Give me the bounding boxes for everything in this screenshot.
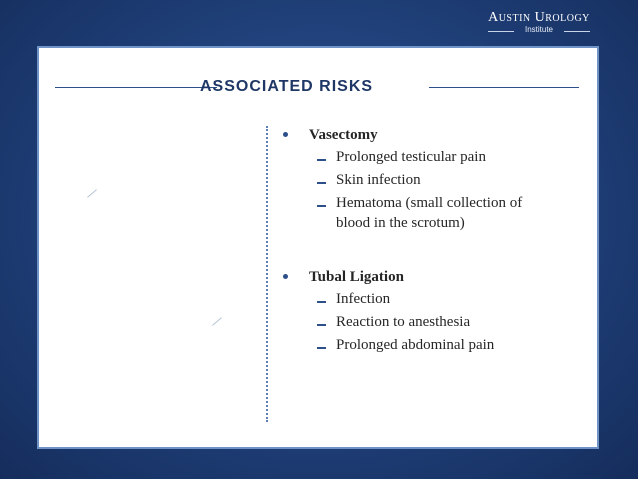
logo-subtitle: Institute bbox=[524, 25, 553, 34]
title-rule-right bbox=[429, 87, 579, 88]
dash-bullet bbox=[317, 301, 326, 303]
slide-content-panel bbox=[37, 46, 599, 449]
decorative-stroke bbox=[87, 189, 97, 197]
risk-list bbox=[285, 147, 551, 233]
section-label: Tubal Ligation bbox=[309, 269, 404, 285]
dash-bullet bbox=[317, 182, 326, 184]
risk-section-vasectomy bbox=[285, 126, 551, 233]
list-item-text: Prolonged abdominal pain bbox=[336, 337, 495, 353]
dotted-divider bbox=[266, 126, 268, 422]
list-item bbox=[285, 312, 551, 332]
list-item-text: Infection bbox=[336, 291, 391, 307]
dash-bullet bbox=[317, 205, 326, 207]
dash-bullet bbox=[317, 159, 326, 161]
risk-section-tubal-ligation bbox=[285, 268, 551, 355]
list-item-text: Prolonged testicular pain bbox=[336, 149, 486, 165]
list-item-text: Reaction to anesthesia bbox=[336, 314, 471, 330]
list-item-text: Hematoma (small collection of blood in the scrotum) bbox=[336, 195, 523, 231]
slide-title: ASSOCIATED RISKS bbox=[200, 78, 374, 95]
list-item bbox=[285, 335, 551, 355]
list-item bbox=[285, 170, 551, 190]
decorative-stroke bbox=[212, 317, 222, 325]
list-item bbox=[285, 147, 551, 167]
list-item bbox=[285, 193, 551, 233]
austin-urology-logo bbox=[484, 10, 594, 40]
bullet-dot bbox=[283, 132, 288, 137]
list-item-text: Skin infection bbox=[336, 172, 421, 188]
bullet-dot bbox=[283, 274, 288, 279]
risk-list bbox=[285, 289, 551, 355]
dash-bullet bbox=[317, 324, 326, 326]
list-item bbox=[285, 289, 551, 309]
dash-bullet bbox=[317, 347, 326, 349]
section-label: Vasectomy bbox=[309, 127, 378, 143]
logo-name: Austin Urology bbox=[488, 10, 590, 25]
title-rule-left bbox=[55, 87, 217, 88]
